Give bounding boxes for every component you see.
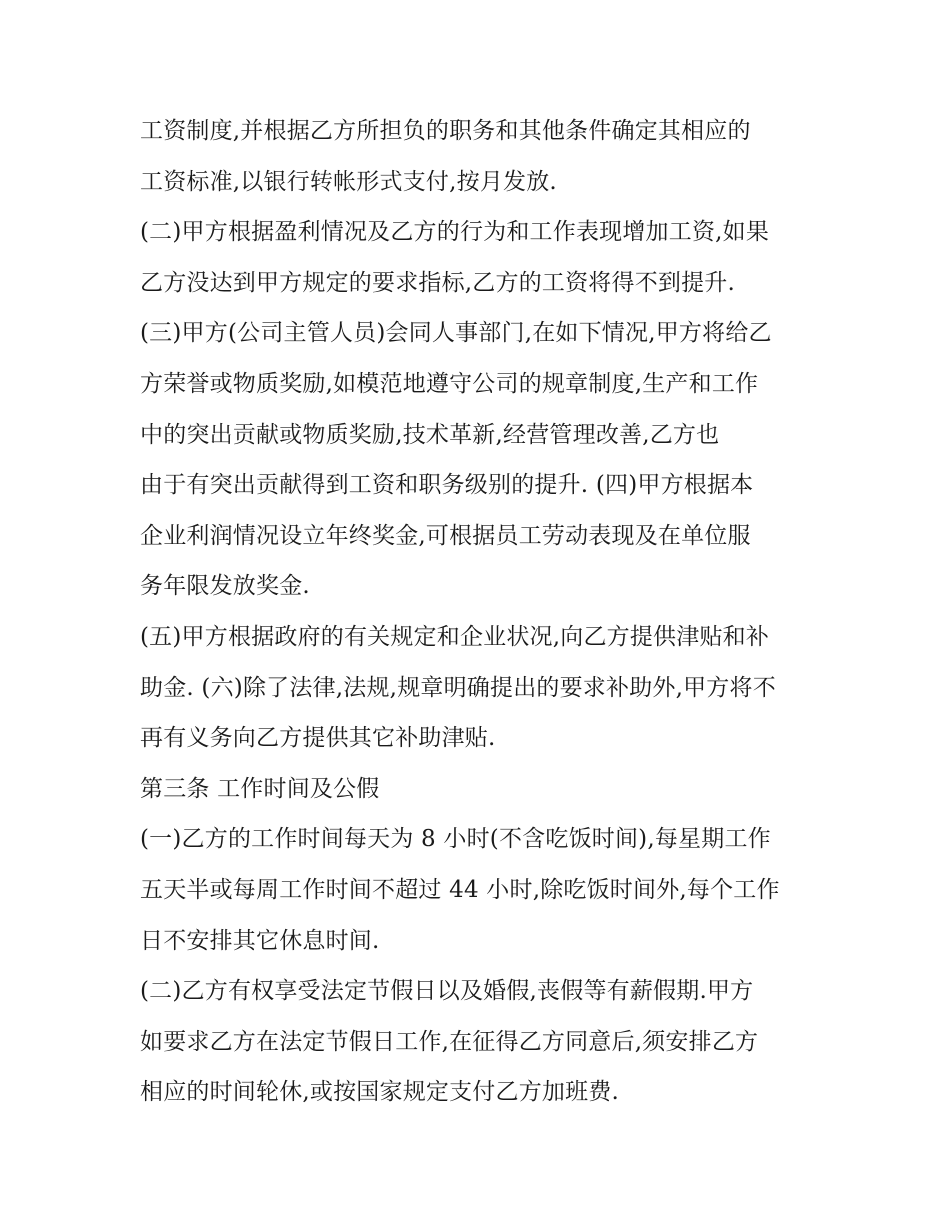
text-line: (二)乙方有权享受法定节假日以及婚假,丧假等有薪假期.甲方 <box>140 978 754 1005</box>
text-line: 务年限发放奖金. <box>140 573 310 600</box>
text-line: 乙方没达到甲方规定的要求指标,乙方的工资将得不到提升. <box>140 269 736 296</box>
text-line: 企业利润情况设立年终奖金,可根据员工劳动表现及在单位服 <box>140 522 751 549</box>
text-line: 再有义务向乙方提供其它补助津贴. <box>140 725 496 752</box>
text-line: (一)乙方的工作时间每天为 8 小时(不含吃饭时间),每星期工作 <box>140 826 771 853</box>
text-line: 由于有突出贡献得到工资和职务级别的提升. (四)甲方根据本 <box>140 472 754 499</box>
document-body <box>140 106 840 1118</box>
text-line: 工资标准,以银行转帐形式支付,按月发放. <box>140 168 557 195</box>
text-line: 工资制度,并根据乙方所担负的职务和其他条件确定其相应的 <box>140 118 751 144</box>
text-line: 如要求乙方在法定节假日工作,在征得乙方同意后,须安排乙方 <box>140 1028 759 1055</box>
text-line: 中的突出贡献或物质奖励,技术革新,经营管理改善,乙方也 <box>140 421 720 448</box>
text-line: 五天半或每周工作时间不超过 44 小时,除吃饭时间外,每个工作 <box>140 876 780 903</box>
text-line: (三)甲方(公司主管人员)会同人事部门,在如下情况,甲方将给乙 <box>140 320 772 347</box>
section-heading: 第三条 工作时间及公假 <box>140 775 380 802</box>
text-line: 助金. (六)除了法律,法规,规章明确提出的要求补助外,甲方将不 <box>140 674 776 701</box>
text-line: 相应的时间轮休,或按国家规定支付乙方加班费. <box>140 1079 620 1106</box>
text-line: 日不安排其它休息时间. <box>140 927 380 954</box>
text-line: 方荣誉或物质奖励,如模范地遵守公司的规章制度,生产和工作 <box>140 370 759 397</box>
text-line: (二)甲方根据盈利情况及乙方的行为和工作表现增加工资,如果 <box>140 219 770 246</box>
text-line: (五)甲方根据政府的有关规定和企业状况,向乙方提供津贴和补 <box>140 623 770 650</box>
